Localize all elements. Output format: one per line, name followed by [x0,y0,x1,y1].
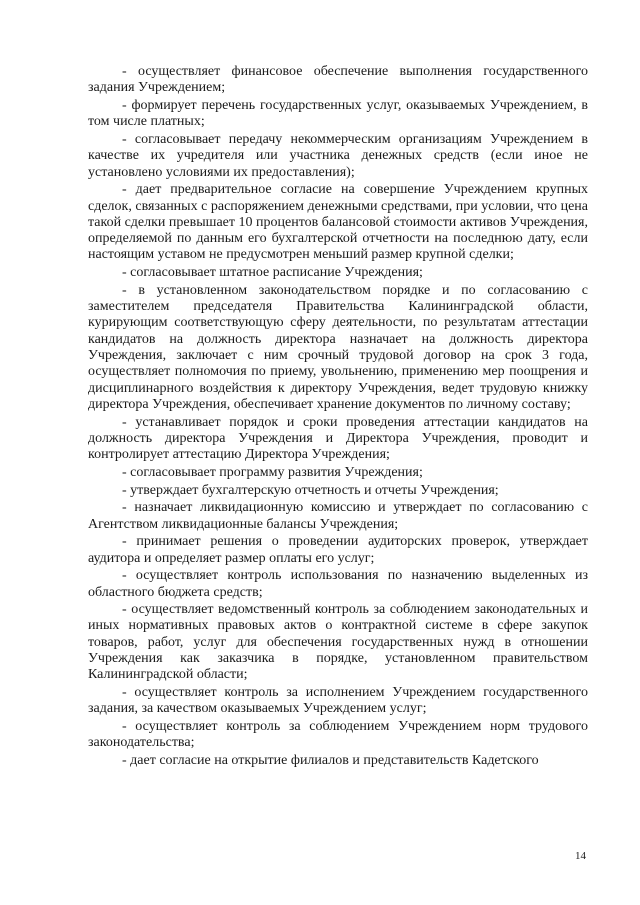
document-body [88,64,588,771]
paragraph-liquidation: - назначает ликвидационную комиссию и утверждает по согласованию с Агентством ликвидационные балансы Учреждения; [88,500,588,532]
paragraph-attestation: - устанавливает порядок и сроки проведения аттестации кандидатов на должность директора Учреждения и Директора Учреждения, проводит и контролирует аттестацию Директора Учреждения; [88,414,588,463]
paragraph-branches: - дает согласие на открытие филиалов и представительств Кадетского [122,753,539,769]
paragraph-state-assignment: - осуществляет контроль за исполнением Учреждением государственного задания, за качеством оказываемых Учреждением услуг; [88,685,588,717]
paragraph-services-list: - формирует перечень государственных услуг, оказываемых Учреждением, в том числе платных; [88,97,588,130]
paragraph-budget-control: - осуществляет контроль использования по назначению выделенных из областного бюджета средств; [88,568,588,600]
paragraph-staff-schedule: - согласовывает штатное расписание Учреждения; [122,265,423,281]
page-number: 14 [575,850,586,862]
paragraph-audit: - принимает решения о проведении аудиторских проверок, утверждает аудитора и определяет размер оплаты его услуг; [88,534,588,566]
paragraph-procurement-control: - осуществляет ведомственный контроль за соблюдением законодательных и иных нормативных правовых актов о контрактной системе в сфере закупок товаров, работ, услуг для обеспечения государственных нужд в отношении Учреждения как заказчика в порядке, установленном правительством Калининградской области; [88,602,588,683]
paragraph-major-transactions: - дает предварительное согласие на совершение Учреждением крупных сделок, связанных с распоряжением денежными средствами, при условии, что цена такой сделки превышает 10 процентов балансовой стоимости активов Учреждения, определяемой по данным его бухгалтерской отчетности на последнюю дату, если настоящим уставом не предусмотрен меньший размер крупной сделки; [88,182,588,263]
paragraph-financial-support: - осуществляет финансовое обеспечение выполнения государственного задания Учреждением; [88,64,588,96]
paragraph-development-program: - согласовывает программу развития Учреждения; [122,464,423,480]
paragraph-labor-law: - осуществляет контроль за соблюдением Учреждением норм трудового законодательства; [88,719,588,751]
paragraph-funds-transfer: - согласовывает передачу некоммерческим организациям Учреждением в качестве их учредителя или участника денежных средств (если иное не установлено условиями их предоставления); [88,131,588,180]
paragraph-director-appointment: - в установленном законодательством порядке и по согласованию с заместителем председателя Правительства Калининградской области, курирующим соответствующую сферу деятельности, по результатам аттестации кандидатов на должность директора назначает на должность директора Учреждения, заключает с ним срочный трудовой договор на срок 3 года, осуществляет полномочия по приему, увольнению, применению мер поощрения и дисциплинарного воздействия к директору Учреждения, ведет трудовую книжку директора Учреждения, обеспечивает хранение документов по личному составу; [88,282,588,412]
paragraph-accounting-reports: - утверждает бухгалтерскую отчетность и отчеты Учреждения; [122,482,499,498]
